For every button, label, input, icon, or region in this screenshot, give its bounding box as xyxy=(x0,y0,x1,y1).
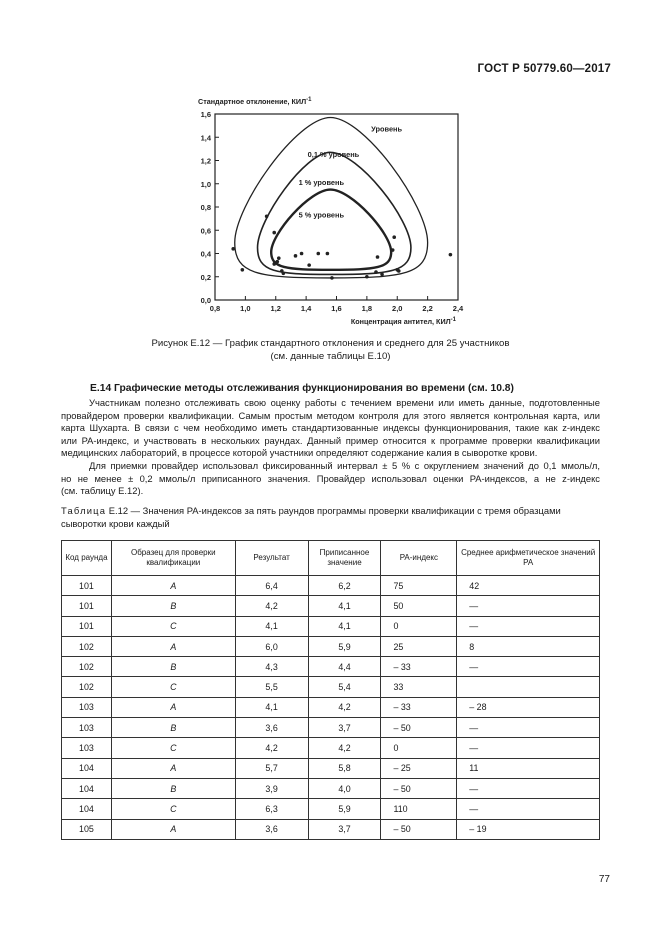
table-cell: 102 xyxy=(62,677,112,697)
header-round-code: Код раунда xyxy=(62,541,112,576)
data-point xyxy=(365,275,369,279)
data-point xyxy=(277,256,281,260)
y-tick-label: 0,8 xyxy=(200,203,211,212)
table-cell: 4,2 xyxy=(308,697,381,717)
table-caption-text: Е.12 — Значения PA-индексов за пять раундов программы проверки квалификации с тремя образцами xyxy=(108,505,561,516)
table-cell: 103 xyxy=(62,738,112,758)
y-tick-label: 1,2 xyxy=(200,156,211,166)
x-tick-label: 1,2 xyxy=(270,304,281,313)
table-caption-prefix: Таблица xyxy=(61,505,107,516)
table-body xyxy=(62,576,600,840)
table-cell: — xyxy=(457,778,600,798)
x-tick-label: 0,8 xyxy=(209,304,221,313)
table-cell: 0 xyxy=(381,738,457,758)
table-row xyxy=(62,778,600,798)
table-cell: 25 xyxy=(381,636,457,656)
table-header-row xyxy=(62,541,600,576)
paragraph-line: провайдером проверки квалификации. Самым простым методом контроля для этого является контрольная карта, или xyxy=(61,409,600,421)
data-point xyxy=(316,252,320,256)
table-cell: 75 xyxy=(381,576,457,596)
contour-line xyxy=(235,117,428,277)
table-cell: 4,2 xyxy=(235,738,308,758)
header-pa-mean: Среднее арифметическое значений PA xyxy=(457,541,600,576)
table-cell: — xyxy=(457,738,600,758)
table-row xyxy=(62,677,600,697)
contour-label: 5 % уровень xyxy=(298,210,345,220)
page-number: 77 xyxy=(598,874,610,885)
contour-label: Уровень xyxy=(371,124,403,134)
table-cell: 104 xyxy=(62,799,112,819)
table-cell: — xyxy=(457,657,600,677)
table-cell: 4,3 xyxy=(235,657,308,677)
paragraph-line: или PA-индекс, и участвовать в нескольких раундах. Данный пример относится к программе проверки квалификации xyxy=(61,434,600,446)
table-cell: 4,1 xyxy=(235,697,308,717)
table-cell: – 50 xyxy=(381,778,457,798)
table-cell: A xyxy=(111,576,235,596)
figure-caption-line1: Рисунок Е.12 — График стандартного отклонения и среднего для 25 участников xyxy=(151,338,510,349)
table-caption-line2: сыворотки крови каждый xyxy=(61,517,170,529)
figure-caption xyxy=(60,337,601,363)
table-cell: 50 xyxy=(381,596,457,616)
paragraph-1 xyxy=(61,397,600,460)
table-cell: 4,1 xyxy=(235,616,308,636)
table-cell: 103 xyxy=(62,718,112,738)
table-cell: 4,2 xyxy=(308,738,381,758)
data-point xyxy=(395,268,399,272)
table-cell: – 25 xyxy=(381,758,457,778)
y-tick-label: 1,0 xyxy=(200,179,211,189)
figure-caption-line2: (см. данные таблицы Е.10) xyxy=(270,351,391,362)
table-cell: 105 xyxy=(62,819,112,839)
paragraph-line: (см. таблицу Е.12). xyxy=(61,485,144,497)
table-row xyxy=(62,596,600,616)
x-tick-label: 2,4 xyxy=(452,304,464,313)
data-point xyxy=(272,262,276,266)
table-cell: 103 xyxy=(62,697,112,717)
data-point xyxy=(282,271,286,275)
table-cell: 42 xyxy=(457,576,600,596)
table-cell: 0 xyxy=(381,616,457,636)
table-cell: 4,2 xyxy=(235,596,308,616)
table-cell: 4,0 xyxy=(308,778,381,798)
table-cell: 6,0 xyxy=(235,636,308,656)
table-cell: 4,1 xyxy=(308,616,381,636)
contour-label: 0,1 % уровень xyxy=(307,150,360,160)
table-cell: B xyxy=(111,596,235,616)
y-tick-label: 0,0 xyxy=(200,296,211,305)
pa-index-table xyxy=(61,540,600,840)
table-cell: 5,9 xyxy=(308,636,381,656)
table-cell: 104 xyxy=(62,758,112,778)
data-point xyxy=(376,255,380,259)
table-row xyxy=(62,636,600,656)
table-row xyxy=(62,657,600,677)
table-cell: 6,4 xyxy=(235,576,308,596)
table-caption-line1 xyxy=(61,505,600,518)
table-cell: C xyxy=(111,799,235,819)
data-point xyxy=(326,252,330,256)
data-point xyxy=(392,235,396,239)
y-tick-label: 0,6 xyxy=(200,226,211,236)
table-cell: – 33 xyxy=(381,657,457,677)
data-point xyxy=(241,268,245,272)
paragraph-line: карта Шухарта. В связи с чем необходимо иметь стандартизованные индексы функционирования, такие как z-индекс xyxy=(61,422,600,434)
y-tick-label: 0,4 xyxy=(200,249,211,259)
paragraph-line: Участникам полезно отслеживать свою оценку работы с течением времени или иметь данные, подготовленные xyxy=(89,397,600,408)
std-dev-scatter-chart xyxy=(190,92,470,332)
table-cell: – 33 xyxy=(381,697,457,717)
table-cell: 3,9 xyxy=(235,778,308,798)
table-cell: 6,3 xyxy=(235,799,308,819)
y-tick-label: 1,4 xyxy=(200,133,211,143)
table-cell: B xyxy=(111,657,235,677)
header-result: Результат xyxy=(235,541,308,576)
table-cell: 3,7 xyxy=(308,819,381,839)
table-cell: 5,9 xyxy=(308,799,381,819)
data-point xyxy=(265,215,269,219)
table-cell: 4,4 xyxy=(308,657,381,677)
section-title: Е.14 Графические методы отслеживания функционирования во времени (см. 10.8) xyxy=(90,383,514,394)
data-point xyxy=(300,252,304,256)
table-cell: C xyxy=(111,616,235,636)
table-row xyxy=(62,738,600,758)
table-cell: 102 xyxy=(62,657,112,677)
table-cell: 11 xyxy=(457,758,600,778)
table-cell: A xyxy=(111,697,235,717)
table-cell: A xyxy=(111,758,235,778)
document-code: ГОСТ Р 50779.60—2017 xyxy=(477,63,611,75)
x-tick-label: 2,0 xyxy=(392,304,403,313)
contour-line xyxy=(271,190,391,270)
table-row xyxy=(62,819,600,839)
x-axis-label: Концентрация антител, $КИЛ^{-1}$ xyxy=(350,317,456,326)
data-point xyxy=(374,270,378,274)
table-cell: 3,7 xyxy=(308,718,381,738)
table-cell: 5,8 xyxy=(308,758,381,778)
x-tick-label: 1,8 xyxy=(361,304,373,313)
table-row xyxy=(62,616,600,636)
paragraph-line: медицинских лабораторий, в процессе которой участники определяют содержание калия в сыворотке крови. xyxy=(61,447,538,459)
contour-label: 1 % уровень xyxy=(298,177,345,187)
table-cell: 3,6 xyxy=(235,718,308,738)
table-cell: — xyxy=(457,616,600,636)
table-row xyxy=(62,718,600,738)
table-cell: – 50 xyxy=(381,819,457,839)
table-row xyxy=(62,697,600,717)
table-cell: – 28 xyxy=(457,697,600,717)
table-cell: — xyxy=(457,799,600,819)
table-cell: 33 xyxy=(381,677,457,697)
table-cell: 3,6 xyxy=(235,819,308,839)
table-cell: A xyxy=(111,636,235,656)
y-axis-label: Стандартное отклонение, $КИЛ^{-1}$ xyxy=(198,97,312,106)
table-cell: 8 xyxy=(457,636,600,656)
table-cell: 101 xyxy=(62,596,112,616)
x-tick-label: 1,6 xyxy=(331,304,342,313)
table-cell: 104 xyxy=(62,778,112,798)
data-point xyxy=(449,253,453,257)
header-pa-index: PA-индекс xyxy=(381,541,457,576)
paragraph-line: но не менее ± 0,2 ммоль/л приписанного значения. Провайдер использовал оценки PA-индексов, а не z-индекс xyxy=(61,472,600,484)
x-tick-label: 1,0 xyxy=(240,304,251,313)
table-cell: 4,1 xyxy=(308,596,381,616)
header-sample: Образец для проверки квалификации xyxy=(111,541,235,576)
table-cell: C xyxy=(111,677,235,697)
data-point xyxy=(380,273,384,277)
table-cell: 5,7 xyxy=(235,758,308,778)
data-point xyxy=(272,231,276,235)
data-point xyxy=(330,276,334,280)
table-row xyxy=(62,799,600,819)
table-cell: 102 xyxy=(62,636,112,656)
table-cell: 5,4 xyxy=(308,677,381,697)
table-cell: A xyxy=(111,819,235,839)
plot-frame xyxy=(215,114,458,300)
table-caption xyxy=(61,505,600,530)
table-cell: C xyxy=(111,738,235,758)
data-point xyxy=(391,248,395,252)
table-cell: 110 xyxy=(381,799,457,819)
table-cell: 101 xyxy=(62,576,112,596)
table-row xyxy=(62,758,600,778)
data-point xyxy=(275,260,279,264)
paragraph-line: Для приемки провайдер использовал фиксированный интервал ± 5 % с округлением значений до 0,1 ммоль/л, xyxy=(89,460,600,471)
table-cell: B xyxy=(111,718,235,738)
table-cell xyxy=(457,677,600,697)
data-point xyxy=(307,263,311,267)
x-tick-label: 1,4 xyxy=(300,304,312,313)
table-cell: — xyxy=(457,596,600,616)
table-cell: – 50 xyxy=(381,718,457,738)
x-tick-label: 2,2 xyxy=(422,304,433,313)
header-assigned-value: Приписанное значение xyxy=(308,541,381,576)
data-point xyxy=(231,247,235,251)
table-cell: — xyxy=(457,718,600,738)
table-row xyxy=(62,576,600,596)
table-cell: – 19 xyxy=(457,819,600,839)
y-tick-label: 1,6 xyxy=(200,110,211,119)
table-cell: 6,2 xyxy=(308,576,381,596)
data-point xyxy=(294,254,298,258)
table-cell: 101 xyxy=(62,616,112,636)
table-cell: 5,5 xyxy=(235,677,308,697)
table-cell: B xyxy=(111,778,235,798)
paragraph-2 xyxy=(61,460,600,498)
y-tick-label: 0,2 xyxy=(200,272,211,282)
